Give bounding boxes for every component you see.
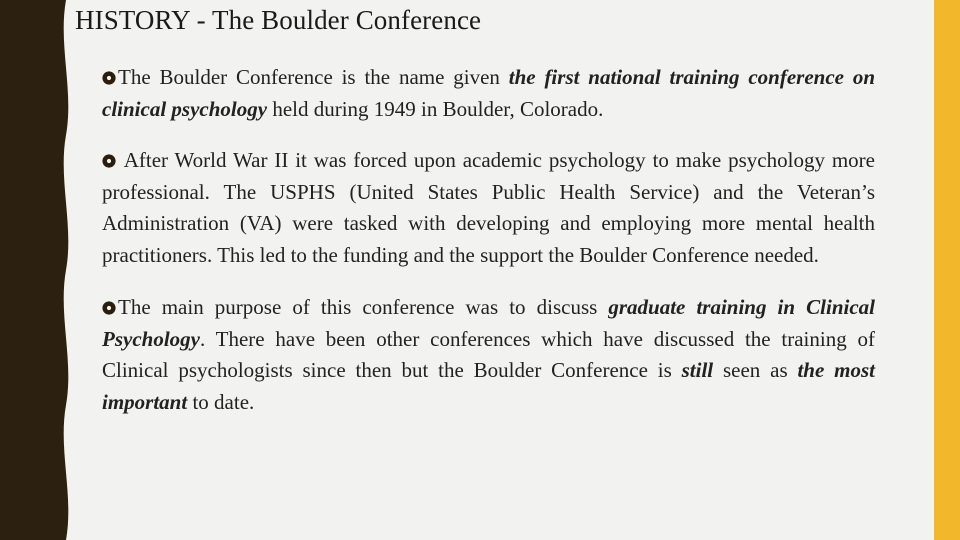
bullet-item-conference-purpose: [102, 292, 875, 418]
bullet-item-post-war-context: [102, 145, 875, 271]
emphasis-text: graduate training in Clinical Psychology: [102, 295, 875, 351]
bullet-text: After World War II it was forced upon academic psychology to make psychology more professional. The USPHS (United States Public Health Service) and the Veteran’s Administration (VA) were tasked with developing and employing more mental health practitioners. This led to the funding and the support the Boulder Conference needed.: [102, 148, 875, 267]
slide-title: HISTORY - The Boulder Conference: [75, 5, 482, 35]
bullet-text: to date.: [187, 389, 255, 414]
bullet-text: The main purpose of this conference was to discuss: [118, 295, 609, 319]
bullet-text: The Boulder Conference is the name given: [118, 65, 509, 89]
emphasis-text: the first national training conference on clinical psychology: [102, 65, 876, 121]
bullet-text: . There have been other conferences which have discussed the training of Clinical psychologists since then but the Boulder Conference is: [102, 326, 875, 382]
emphasis-text: still: [681, 358, 714, 382]
gear-bullet-icon: [102, 154, 116, 168]
gear-bullet-icon: [102, 301, 116, 315]
bullet-text: seen as: [713, 358, 798, 382]
bullet-item-boulder-definition: [102, 62, 875, 125]
right-accent-bar: [934, 0, 960, 540]
left-decorative-band: [0, 0, 80, 540]
gear-bullet-icon: [102, 71, 116, 85]
bullet-list: [102, 62, 875, 438]
emphasis-text: the most important: [102, 358, 875, 414]
wavy-band-shape: [0, 0, 68, 540]
bullet-text: held during 1949 in Boulder, Colorado.: [267, 96, 604, 121]
